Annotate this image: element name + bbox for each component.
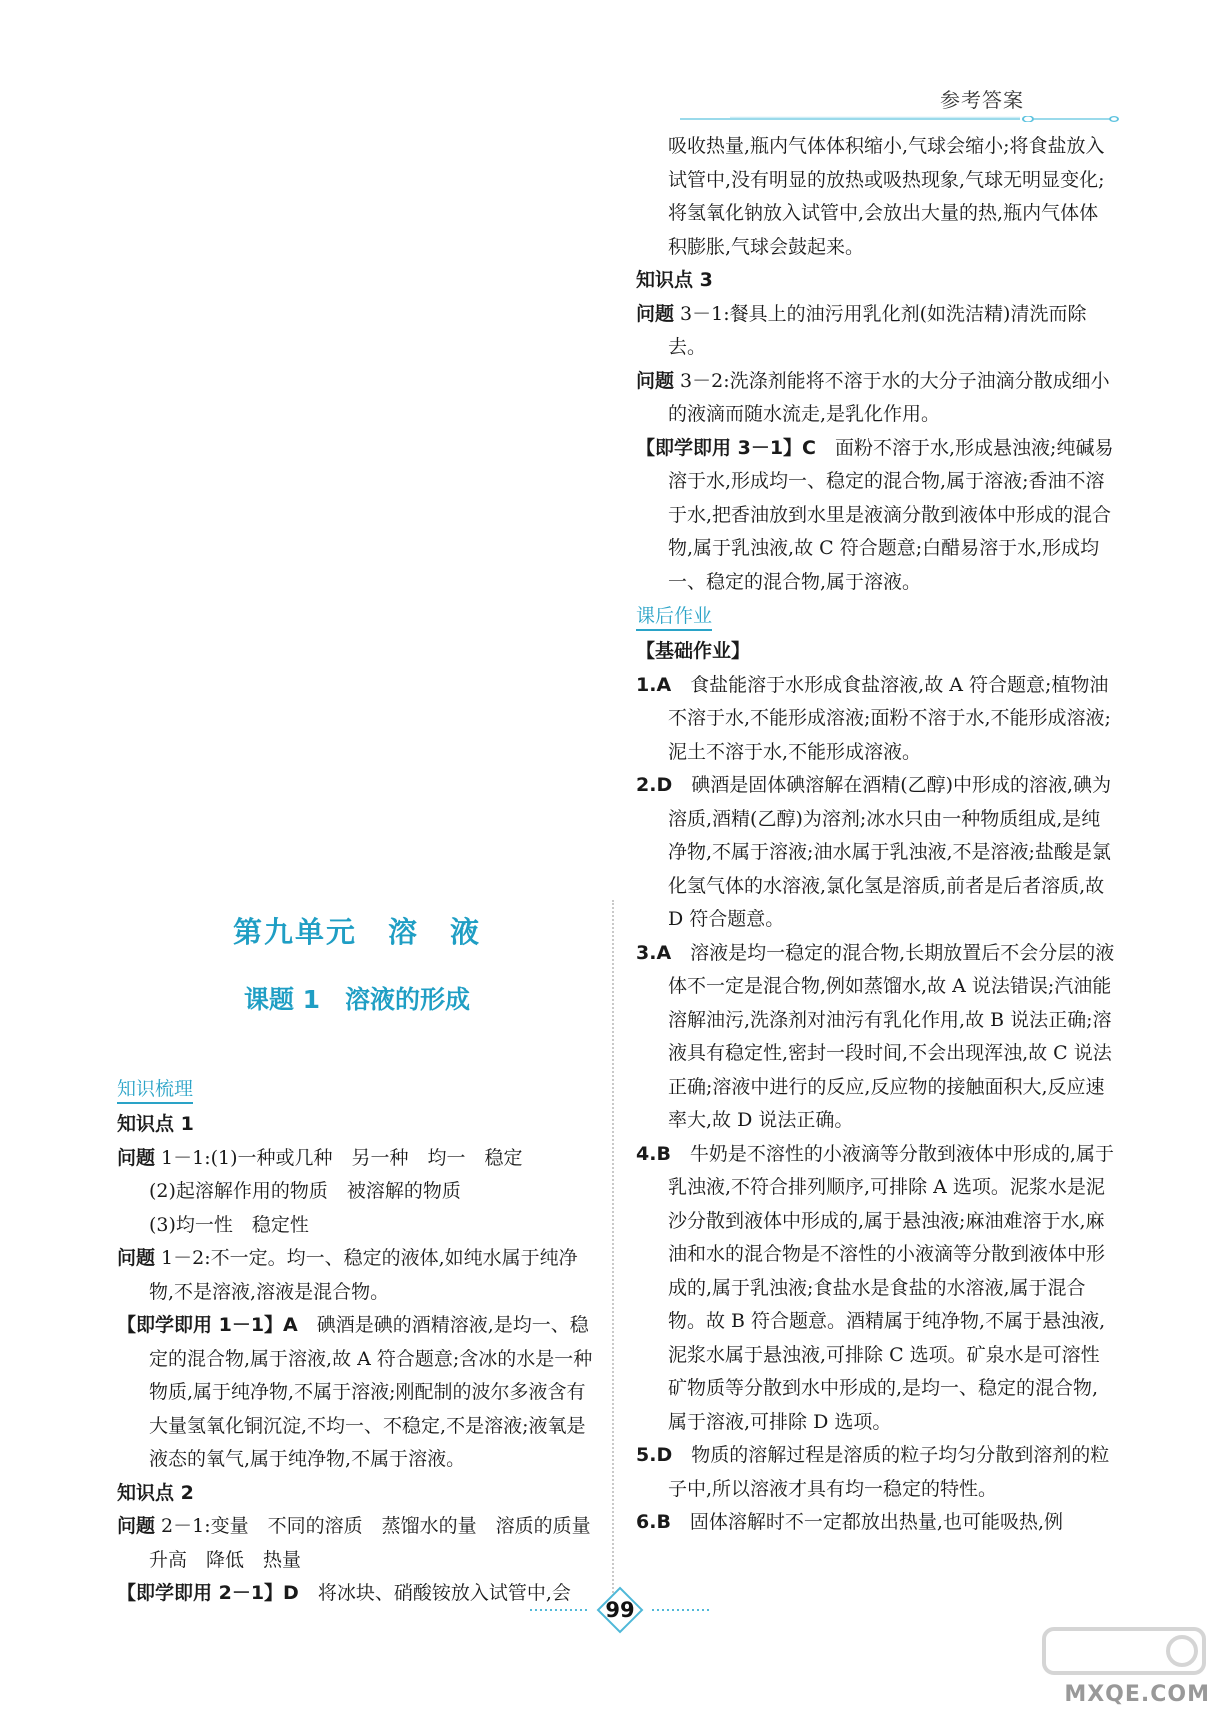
question-1-1 <box>117 1142 597 1176</box>
answer-explanation: 物质的溶解过程是溶质的粒子均匀分散到溶剂的粒子中,所以溶液才具有均一稳定的特性。 <box>668 1444 1110 1500</box>
question-label: 问题 <box>117 1247 156 1269</box>
page-footer <box>530 1580 710 1640</box>
watermark-text: MXQE.COM <box>1064 1682 1210 1707</box>
question-label: 问题 <box>636 369 675 392</box>
knowledge-point-3: 知识点 3 <box>636 269 713 291</box>
column-divider <box>612 900 614 1600</box>
right-column <box>636 130 1116 1540</box>
answer-explanation: 碘酒是固体碘溶解在酒精(乙醇)中形成的溶液,碘为溶质,酒精(乙醇)为溶剂;冰水只由一种物质组成,是纯净物,不属于溶液;油水属于乳浊液,不是溶液;盐酸是氯化氢气体的水溶液,氯化氢是溶质,前者是后者溶质,故 D 符合题意。 <box>668 774 1112 930</box>
left-column <box>117 1072 610 1611</box>
question-1-2 <box>117 1242 597 1309</box>
practice-label: 【即学即用 3－1】C <box>636 436 816 459</box>
knowledge-point-1: 知识点 1 <box>117 1113 194 1135</box>
question-text: 3－1:餐具上的油污用乳化剂(如洗洁精)清洗而除去。 <box>668 302 1087 358</box>
question-text: 1－1:(1)一种或几种 另一种 均一 稳定 <box>155 1146 523 1169</box>
question-1-1-part-2: (2)起溶解作用的物质 被溶解的物质 <box>149 1180 461 1202</box>
practice-2-1 <box>117 1577 597 1611</box>
continued-answer: 吸收热量,瓶内气体体积缩小,气球会缩小;将食盐放入试管中,没有明显的放热或吸热现象,气球无明显变化;将氢氧化钠放入试管中,会放出大量的热,瓶内气体体积膨胀,气球会鼓起来。 <box>668 135 1105 258</box>
practice-text: 面粉不溶于水,形成悬浊液;纯碱易溶于水,形成均一、稳定的混合物,属于溶液;香油不溶于水,把香油放到水里是液滴分散到液体中形成的混合物,属于乳浊液,故 C 符合题意;白醋易溶于水,形成均一、稳定的混合物,属于溶液。 <box>668 436 1114 593</box>
header-decoration <box>680 116 1120 122</box>
practice-text: 碘酒是碘的酒精溶液,是均一、稳定的混合物,属于溶液,故 A 符合题意;含冰的水是一种物质,属于纯净物,不属于溶液;刚配制的波尔多液含有大量氢氧化铜沉淀,不均一、不稳定,不是溶液;液氧是液态的氧气,属于纯净物,不属于溶液。 <box>149 1314 593 1470</box>
question-text: 3－2:洗涤剂能将不溶于水的大分子油滴分散成细小的液滴而随水流走,是乳化作用。 <box>668 369 1110 425</box>
question-label: 问题 <box>117 1146 156 1169</box>
basic-homework-heading: 【基础作业】 <box>636 640 751 662</box>
practice-1-1 <box>117 1309 597 1477</box>
question-label: 问题 <box>117 1515 156 1537</box>
answer-item <box>636 669 1116 770</box>
unit-title: 第九单元 溶 液 <box>232 915 481 949</box>
answer-key: 4.B <box>636 1142 671 1165</box>
answer-item <box>636 1138 1116 1440</box>
answer-item <box>636 1506 1116 1540</box>
lesson-title: 课题 1 溶液的形成 <box>243 985 471 1014</box>
question-3-2 <box>636 365 1116 432</box>
answer-item <box>636 769 1116 937</box>
answer-key: 6.B <box>636 1511 671 1533</box>
answer-key: 3.A <box>636 941 672 964</box>
answer-item <box>636 1439 1116 1506</box>
knowledge-point-2: 知识点 2 <box>117 1481 194 1504</box>
question-2-1 <box>117 1510 610 1577</box>
page-number: 99 <box>605 1598 635 1622</box>
answer-explanation: 牛奶是不溶性的小液滴等分散到液体中形成的,属于乳浊液,不符合排列顺序,可排除 A 选项。泥浆水是泥沙分散到液体中形成的,属于悬浊液;麻油难溶于水,麻油和水的混合物是不溶性的小液滴等分散到液体中形成的,属于乳浊液;食盐水是食盐的水溶液,属于混合物。故 B 符合题意。酒精属于纯净物,不属于悬浊液,泥浆水属于悬浊液,可排除 C 选项。矿泉水是可溶性矿物质等分散到水中形成的,是均一、稳定的混合物,属于溶液,可排除 D 选项。 <box>668 1142 1114 1433</box>
answer-item <box>636 937 1116 1138</box>
practice-label: 【即学即用 1－1】A <box>117 1314 298 1336</box>
answer-key: 2.D <box>636 774 673 796</box>
question-text: 1－2:不一定。均一、稳定的液体,如纯水属于纯净物,不是溶液,溶液是混合物。 <box>149 1247 578 1303</box>
question-text: 2－1:变量 不同的溶质 蒸馏水的量 溶质的质量 升高 降低 热量 <box>149 1515 610 1571</box>
answer-explanation: 溶液是均一稳定的混合物,长期放置后不会分层的液体不一定是混合物,例如蒸馏水,故 A 说法错误;汽油能溶解油污,洗涤剂对油污有乳化作用,故 B 说法正确;溶液具有稳定性,密封一段时间,不会出现浑浊,故 C 说法正确;溶液中进行的反应,反应物的接触面积大,反应速率大,故 D 说法正确。 <box>668 941 1115 1131</box>
question-1-1-part-3: (3)均一性 稳定性 <box>149 1213 309 1236</box>
practice-3-1 <box>636 432 1116 600</box>
practice-text: 将冰块、硝酸铵放入试管中,会 <box>298 1582 571 1604</box>
section-knowledge-review: 知识梳理 <box>117 1076 193 1104</box>
section-homework: 课后作业 <box>636 603 712 631</box>
answer-key: 1.A <box>636 673 672 696</box>
question-3-1 <box>636 298 1116 365</box>
header-label: 参考答案 <box>940 88 1024 112</box>
answer-explanation: 食盐能溶于水形成食盐溶液,故 A 符合题意;植物油不溶于水,不能形成溶液;面粉不溶于水,不能形成溶液;泥土不溶于水,不能形成溶液。 <box>668 673 1111 763</box>
answer-key: 5.D <box>636 1444 673 1466</box>
answer-explanation: 固体溶解时不一定都放出热量,也可能吸热,例 <box>670 1511 1064 1533</box>
practice-label: 【即学即用 2－1】D <box>117 1582 299 1604</box>
question-label: 问题 <box>636 302 675 325</box>
